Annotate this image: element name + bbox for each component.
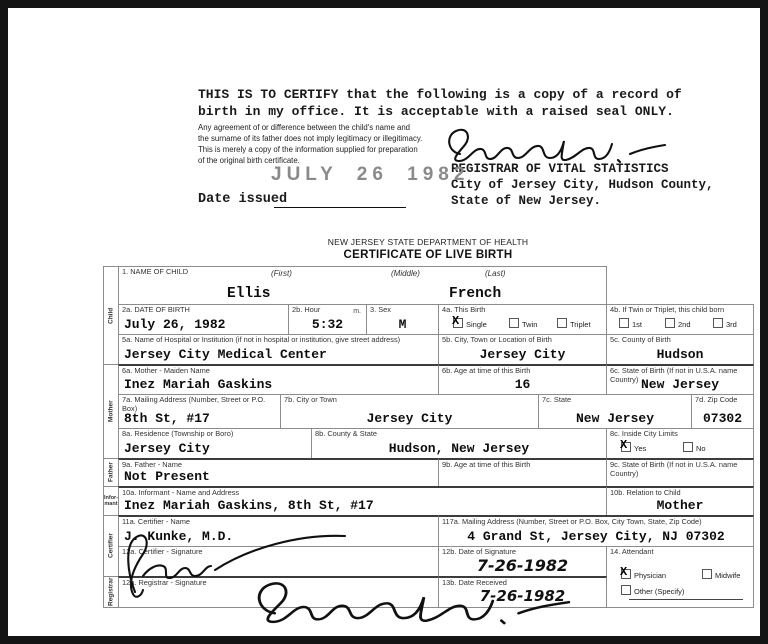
certifier-address-value: 4 Grand St, Jersey City, NJ 07302	[467, 529, 725, 544]
certification-line-1: THIS IS TO CERTIFY that the following is a copy of a record of	[198, 87, 682, 102]
field-informant: 10a. Informant - Name and Address Inez Mariah Gaskins, 8th St, #17	[118, 486, 607, 516]
zip-code-value: 07302	[702, 411, 742, 426]
father-name-value: Not Present	[124, 469, 210, 484]
triplet-checkbox-icon	[557, 318, 567, 328]
field-residence: 8a. Residence (Township or Boro) Jersey City	[118, 428, 312, 459]
date-received-value: 7-26-1982	[479, 587, 566, 605]
x-mark: X	[620, 438, 628, 452]
middle-sublabel: (Middle)	[391, 269, 420, 278]
x-mark: X	[452, 314, 460, 328]
county-state-value: Hudson, New Jersey	[388, 441, 530, 456]
first-checkbox-icon	[619, 318, 629, 328]
field-date-of-signature: 12b. Date of Signature 7-26-1982	[438, 546, 607, 577]
checkbox-1st: 1st	[619, 318, 642, 329]
field-mother-state-of-birth: 6c. State of Birth (If not in U.S.A. name Country) New Jersey	[606, 364, 754, 395]
field-father-age: 9b. Age at time of this Birth	[438, 458, 607, 487]
fine-print: Any agreement of or difference between the child's name and the surname of its father does not imply legitimacy or illegitimacy. This is merely a copy of the information supplied for preparation of the original birth certificate.	[198, 123, 423, 165]
field-this-birth: 4a. This Birth X Single Twin Triplet	[438, 304, 607, 335]
mailing-state-value: New Jersey	[575, 411, 654, 426]
mailing-city-value: Jersey City	[366, 411, 453, 426]
child-last-name: French	[449, 286, 502, 302]
field-sex: 3. Sex M	[366, 304, 439, 335]
field-relation-to-child: 10b. Relation to Child Mother	[606, 486, 754, 516]
mother-maiden-name-value: Inez Mariah Gaskins	[124, 377, 273, 392]
checkbox-physician: X Physician	[620, 565, 667, 580]
section-label-father: Father	[103, 458, 119, 487]
field-certifier-name: 11a. Certifier - Name J. Kunke, M.D.	[118, 515, 439, 547]
checkbox-midwife: Midwife	[702, 569, 740, 580]
hour-value: 5:32	[311, 317, 344, 332]
field-city-of-birth: 5b. City, Town or Location of Birth Jersey City	[438, 334, 607, 365]
field-county-of-birth: 5c. County of Birth Hudson	[606, 334, 754, 365]
checkbox-twin: Twin	[509, 318, 537, 329]
date-of-signature-value: 7-26-1982	[476, 556, 569, 575]
field-hour: 2b. Hour m. 5:32	[288, 304, 367, 335]
field-registrar-signature: 12a. Registrar - Signature	[118, 576, 439, 608]
section-label-registrar: Registrar	[103, 576, 119, 608]
section-label-child: Child	[103, 266, 119, 365]
last-sublabel: (Last)	[485, 269, 506, 278]
checkbox-yes: X Yes	[620, 438, 647, 453]
field-certifier-signature: 12a. Certifier - Signature	[118, 546, 439, 577]
registrar-title-block: REGISTRAR OF VITAL STATISTICS City of Jersey City, Hudson County, State of New Jersey.	[451, 162, 714, 208]
field-zip-code: 7d. Zip Code 07302	[691, 394, 754, 429]
yes-checkbox-icon	[620, 438, 631, 452]
field-name-of-child: 1. NAME OF CHILD (First) (Middle) (Last) Ellis French	[118, 266, 607, 305]
field-mailing-address: 7a. Mailing Address (Number, Street or P.O. Box) 8th St, #17	[118, 394, 281, 429]
field-hospital: 5a. Name of Hospital or Institution (if not in hospital or institution, give street address) Jersey City Medical Center	[118, 334, 439, 365]
date-issued-line	[274, 193, 406, 208]
field-inside-city-limits: 8c. Inside City Limits X Yes No	[606, 428, 754, 459]
section-label-mother: Mother	[103, 364, 119, 459]
residence-value: Jersey City	[124, 441, 210, 456]
field-certifier-address: 117a. Mailing Address (Number, Street or P.O. Box, City Town, State, Zip Code) 4 Grand St, Jersey City, NJ 07302	[438, 515, 754, 547]
field-mailing-state: 7c. State New Jersey	[538, 394, 692, 429]
second-checkbox-icon	[665, 318, 675, 328]
sex-value: M	[398, 317, 407, 332]
city-of-birth-value: Jersey City	[479, 347, 566, 362]
checkbox-triplet: Triplet	[557, 318, 591, 329]
x-mark: X	[620, 565, 628, 579]
form-header-dept: NEW JERSEY STATE DEPARTMENT OF HEALTH	[327, 237, 529, 247]
issue-date-stamp: JULY 26 1982	[271, 164, 470, 185]
informant-value: Inez Mariah Gaskins, 8th St, #17	[124, 498, 374, 513]
registrar-signature-top	[436, 114, 674, 166]
field-father-state-of-birth: 9c. State of Birth (If not in U.S.A. name Country)	[606, 458, 754, 487]
midwife-checkbox-icon	[702, 569, 712, 579]
single-checkbox-icon	[452, 314, 463, 328]
checkbox-single: X Single	[452, 314, 487, 329]
county-of-birth-value: Hudson	[656, 347, 704, 362]
checkbox-other: Other (Specify)	[621, 585, 684, 596]
field-county-state: 8b. County & State Hudson, New Jersey	[311, 428, 607, 459]
section-label-certifier: Certifier	[103, 515, 119, 577]
checkbox-3rd: 3rd	[713, 318, 737, 329]
mailing-address-value: 8th St, #17	[124, 411, 210, 426]
child-first-name: Ellis	[227, 286, 271, 302]
twin-checkbox-icon	[509, 318, 519, 328]
relation-to-child-value: Mother	[656, 498, 704, 513]
field-mother-maiden-name: 6a. Mother - Maiden Name Inez Mariah Gaskins	[118, 364, 439, 395]
field-attendant: 14. Attendant X Physician Midwife Other (Specify)	[606, 546, 754, 608]
checkbox-no: No	[683, 442, 706, 453]
mother-state-of-birth-value: New Jersey	[640, 377, 719, 392]
first-sublabel: (First)	[271, 269, 292, 278]
field-father-name: 9a. Father - Name Not Present	[118, 458, 439, 487]
section-label-informant: Infor- mant	[103, 486, 119, 516]
physician-checkbox-icon	[620, 565, 631, 579]
no-checkbox-icon	[683, 442, 693, 452]
certification-line-2: birth in my office. It is acceptable with a raised seal ONLY.	[198, 104, 674, 119]
date-of-birth-value: July 26, 1982	[124, 317, 226, 332]
certifier-name-value: J. Kunke, M.D.	[124, 529, 234, 544]
field-date-received: 13b. Date Received 7-26-1982	[438, 576, 607, 608]
hour-meridiem-label: m.	[353, 308, 361, 315]
third-checkbox-icon	[713, 318, 723, 328]
mother-age-value: 16	[514, 377, 531, 392]
other-specify-line	[629, 587, 743, 600]
field-twin-triplet-order: 4b. If Twin or Triplet, this child born 1st 2nd 3rd	[606, 304, 754, 335]
hospital-value: Jersey City Medical Center	[124, 347, 327, 362]
form-title: CERTIFICATE OF LIVE BIRTH	[343, 249, 513, 261]
field-date-of-birth: 2a. DATE OF BIRTH July 26, 1982	[118, 304, 289, 335]
field-mailing-city: 7b. City or Town Jersey City	[280, 394, 539, 429]
field-mother-age: 6b. Age at time of this Birth 16	[438, 364, 607, 395]
checkbox-2nd: 2nd	[665, 318, 691, 329]
date-issued-label: Date issued	[198, 192, 288, 207]
